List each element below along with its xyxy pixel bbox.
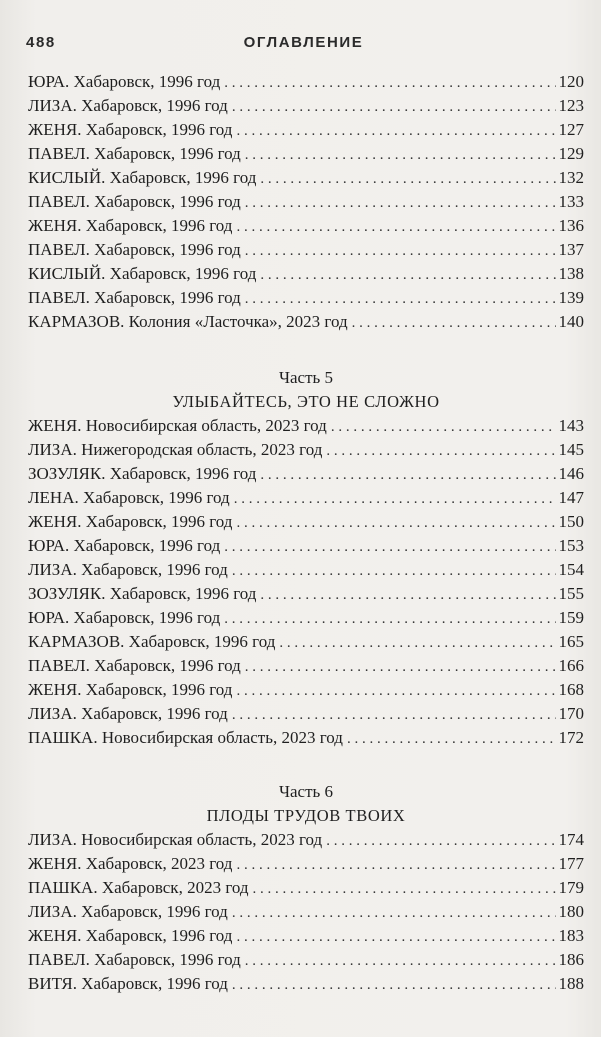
toc-entry-page: 188 (558, 974, 584, 993)
toc-entry-title: ПАШКА. Новосибирская область, 2023 год (28, 728, 343, 747)
toc-entry-page: 120 (558, 72, 584, 91)
toc-entry-page: 153 (558, 536, 584, 555)
toc-entry-title: ПАВЕЛ. Хабаровск, 1996 год (28, 950, 241, 969)
toc-entry-page: 143 (558, 416, 584, 435)
toc-entry-title: ПАВЕЛ. Хабаровск, 1996 год (28, 288, 241, 307)
toc-entry (28, 286, 584, 310)
toc-entry-title: ЮРА. Хабаровск, 1996 год (28, 536, 221, 555)
toc-entry-title: ЖЕНЯ. Хабаровск, 1996 год (28, 926, 233, 945)
dot-leader (234, 486, 556, 511)
toc-entry (28, 118, 584, 142)
dot-leader (232, 94, 556, 119)
toc-entry (28, 534, 584, 558)
toc-entry-page: 159 (558, 608, 584, 627)
toc-entry-title: ЖЕНЯ. Хабаровск, 1996 год (28, 512, 233, 531)
dot-leader (236, 678, 555, 703)
toc-entry-page: 172 (558, 728, 584, 747)
dot-leader (331, 414, 556, 439)
toc-entry-page: 154 (558, 560, 584, 579)
toc-entry-title: ПАВЕЛ. Хабаровск, 1996 год (28, 192, 241, 211)
toc-part-6 (28, 780, 584, 996)
toc-entry-page: 177 (558, 854, 584, 873)
part-label: Часть 6 (278, 782, 334, 801)
toc-entry-title: ПАШКА. Хабаровск, 2023 год (28, 878, 249, 897)
toc-entry (28, 852, 584, 876)
dot-leader (260, 582, 555, 607)
toc-entry-title: ПАВЕЛ. Хабаровск, 1996 год (28, 240, 241, 259)
toc-entry-page: 174 (558, 830, 584, 849)
toc-entry-title: ЛЕНА. Хабаровск, 1996 год (28, 488, 230, 507)
dot-leader (236, 924, 555, 949)
toc-entry-title: КАРМАЗОВ. Колония «Ласточка», 2023 год (28, 312, 348, 331)
toc-entry-page: 186 (558, 950, 584, 969)
dot-leader (245, 948, 556, 973)
toc-entry-page: 147 (558, 488, 584, 507)
toc-entry (28, 310, 584, 334)
toc-entry (28, 678, 584, 702)
toc-entry (28, 900, 584, 924)
toc-entry-page: 183 (558, 926, 584, 945)
toc-entry-page: 168 (558, 680, 584, 699)
dot-leader (260, 462, 555, 487)
dot-leader (347, 726, 556, 751)
dot-leader (245, 286, 556, 311)
dot-leader (224, 534, 555, 559)
part-title: ПЛОДЫ ТРУДОВ ТВОИХ (206, 806, 406, 825)
toc-entry (28, 828, 584, 852)
toc-entry-page: 132 (558, 168, 584, 187)
toc-entry (28, 190, 584, 214)
toc-part-5 (28, 366, 584, 750)
toc-entry-title: ЖЕНЯ. Хабаровск, 1996 год (28, 120, 233, 139)
toc-entry-title: ПАВЕЛ. Хабаровск, 1996 год (28, 144, 241, 163)
toc-entry (28, 414, 584, 438)
dot-leader (245, 654, 556, 679)
toc-entry-title: ЖЕНЯ. Новосибирская область, 2023 год (28, 416, 327, 435)
toc-entry-page: 136 (558, 216, 584, 235)
dot-leader (232, 558, 556, 583)
toc-entry (28, 486, 584, 510)
part-5-entries (28, 414, 584, 750)
toc-entry (28, 214, 584, 238)
toc-entry (28, 654, 584, 678)
toc-entry (28, 924, 584, 948)
toc-entry-title: ЛИЗА. Новосибирская область, 2023 год (28, 830, 323, 849)
toc-entry (28, 262, 584, 286)
toc-entry-page: 170 (558, 704, 584, 723)
toc-entry (28, 606, 584, 630)
toc-entry (28, 238, 584, 262)
toc-entry-page: 150 (558, 512, 584, 531)
toc-entry-page: 123 (558, 96, 584, 115)
toc-entry-title: ЖЕНЯ. Хабаровск, 1996 год (28, 216, 233, 235)
toc-entry-title: КИСЛЫЙ. Хабаровск, 1996 год (28, 168, 257, 187)
toc-entry-title: ЛИЗА. Хабаровск, 1996 год (28, 560, 228, 579)
part-title: УЛЫБАЙТЕСЬ, ЭТО НЕ СЛОЖНО (172, 392, 440, 411)
dot-leader (236, 852, 555, 877)
part-label: Часть 5 (278, 368, 334, 387)
toc-entry-page: 140 (558, 312, 584, 331)
toc-entry-page: 127 (558, 120, 584, 139)
toc-entry (28, 582, 584, 606)
toc-entry-page: 138 (558, 264, 584, 283)
toc-entry (28, 702, 584, 726)
toc-entry-page: 165 (558, 632, 584, 651)
dot-leader (245, 142, 556, 167)
dot-leader (224, 70, 555, 95)
toc-group-1 (28, 70, 584, 334)
running-head (26, 34, 581, 54)
toc-entry-page: 145 (558, 440, 584, 459)
dot-leader (236, 118, 555, 143)
toc-entry (28, 438, 584, 462)
dot-leader (224, 606, 555, 631)
toc-entry-title: ПАВЕЛ. Хабаровск, 1996 год (28, 656, 241, 675)
dot-leader (232, 900, 556, 925)
dot-leader (236, 510, 555, 535)
toc-entry (28, 948, 584, 972)
toc-entry-page: 179 (558, 878, 584, 897)
dot-leader (232, 702, 556, 727)
dot-leader (279, 630, 555, 655)
toc-entry (28, 972, 584, 996)
toc-entry-page: 133 (558, 192, 584, 211)
dot-leader (245, 238, 556, 263)
toc-entry-page: 155 (558, 584, 584, 603)
toc-entry-title: ЗОЗУЛЯК. Хабаровск, 1996 год (28, 464, 257, 483)
toc-entry-title: КИСЛЫЙ. Хабаровск, 1996 год (28, 264, 257, 283)
section-title: ОГЛАВЛЕНИЕ (243, 34, 364, 51)
dot-leader (232, 972, 556, 997)
toc-entry (28, 630, 584, 654)
toc-entry-title: ЖЕНЯ. Хабаровск, 1996 год (28, 680, 233, 699)
dot-leader (253, 876, 556, 901)
toc-entry (28, 876, 584, 900)
toc-entry-title: ЛИЗА. Хабаровск, 1996 год (28, 96, 228, 115)
toc-entry (28, 142, 584, 166)
toc-entry (28, 70, 584, 94)
toc-entry-title: ЮРА. Хабаровск, 1996 год (28, 72, 221, 91)
toc-entry-title: ЛИЗА. Нижегородская область, 2023 год (28, 440, 323, 459)
part-6-entries (28, 828, 584, 996)
toc-entry (28, 726, 584, 750)
dot-leader (236, 214, 555, 239)
toc-entry-title: ЗОЗУЛЯК. Хабаровск, 1996 год (28, 584, 257, 603)
toc-entry (28, 558, 584, 582)
toc-entry-title: ЮРА. Хабаровск, 1996 год (28, 608, 221, 627)
page-number: 488 (26, 34, 56, 51)
toc-entry-page: 139 (558, 288, 584, 307)
dot-leader (260, 262, 555, 287)
toc-entry-page: 129 (558, 144, 584, 163)
toc-entry (28, 462, 584, 486)
toc-entry (28, 166, 584, 190)
toc-entry-title: ВИТЯ. Хабаровск, 1996 год (28, 974, 228, 993)
toc-entry (28, 94, 584, 118)
toc-entry-title: ЛИЗА. Хабаровск, 1996 год (28, 902, 228, 921)
dot-leader (245, 190, 556, 215)
toc-entry (28, 510, 584, 534)
dot-leader (326, 438, 555, 463)
dot-leader (260, 166, 555, 191)
toc-entry-page: 137 (558, 240, 584, 259)
dot-leader (352, 310, 556, 335)
toc-entry-page: 146 (558, 464, 584, 483)
dot-leader (326, 828, 555, 853)
toc-entry-title: ЛИЗА. Хабаровск, 1996 год (28, 704, 228, 723)
toc-entry-title: ЖЕНЯ. Хабаровск, 2023 год (28, 854, 233, 873)
toc-entry-page: 166 (558, 656, 584, 675)
toc-entry-page: 180 (558, 902, 584, 921)
toc-entry-title: КАРМАЗОВ. Хабаровск, 1996 год (28, 632, 276, 651)
